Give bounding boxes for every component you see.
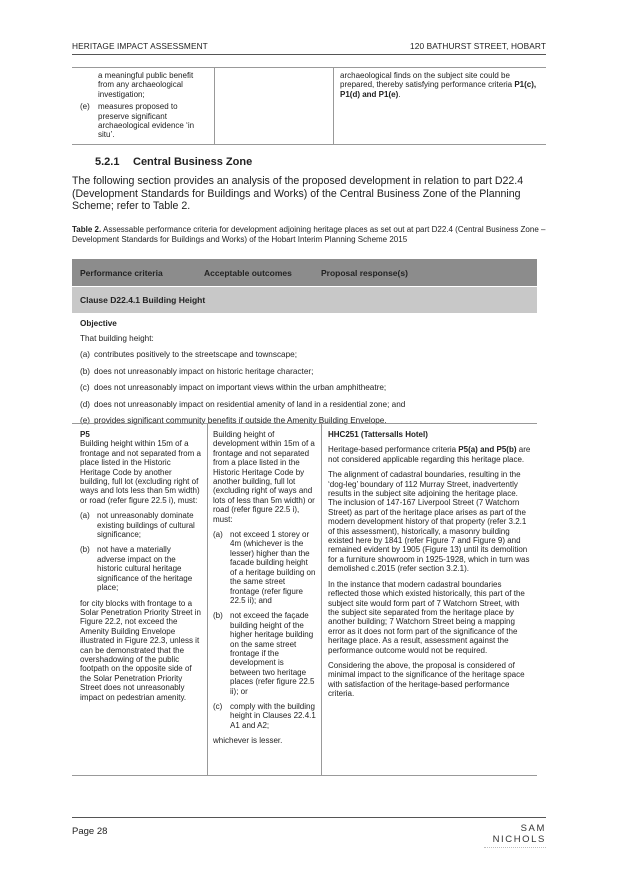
objective-item (72, 367, 537, 377)
response-end: . (398, 89, 401, 99)
item-text: not have a materially adverse impact on the historic cultural heritage significance of the heritage place; (97, 545, 193, 593)
intro-paragraph: The following section provides an analysis of the proposed development in relation to part D22.4 (Development Standards for Buildings and Works) of the Central Business Zone of the Planning Scheme; refer to Table 2. (72, 175, 524, 213)
section-title: Central Business Zone (133, 156, 253, 168)
p5-title: P5 (80, 430, 90, 439)
objective-title: Objective (80, 319, 117, 328)
response-paragraph-2: The alignment of cadastral boundaries, resulting in the ‘dog-leg’ boundary of 112 Murray Street, inadvertently results in the subject site adjoining the heritage place. The inclusion of 147-167 Liverpool Street (7 Watchorn Street) as part of the heritage place arises as part of the modern development history of that property (refer 3.2.1 of this assessment), historically, a masonry building existed here by 1841 (refer Figure 7 and Figure 9) and remained evident by 1905 (Figure 13) until its demolition for a furniture showroom in 1925-1928, which in turn was demolished c.2015 (refer section 3.2.1). (328, 470, 530, 574)
item-key: (d) (80, 399, 91, 409)
section-heading (95, 156, 252, 168)
logo-tagline-mark (484, 847, 546, 851)
item-text: provides significant community benefits if outside the Amenity Building Envelope. (94, 416, 387, 425)
response-paragraph-4: Considering the above, the proposal is considered of minimal impact to the significance of the heritage space with satisfaction of the heritage-based performance criteria. (328, 660, 525, 699)
response-bold: P1(c), P1(d) and P1(e) (340, 80, 537, 99)
header-performance-criteria: Performance criteria (80, 267, 163, 278)
company-logo (470, 823, 546, 851)
objective-item (72, 350, 537, 360)
continued-table-row (72, 67, 546, 145)
performance-criteria-cell (72, 424, 207, 775)
header-rule (72, 54, 546, 55)
continued-response-cell (334, 68, 546, 144)
p5-outro: for city blocks with frontage to a Solar Penetration Priority Street in Figure 22.2, not exceed the Amenity Building Envelope illustrated in Figure 22.3, unless it can be demonstrated that the overshadowing of the public footpath on the opposite side of the Solar Penetration Priority Street does not unreasonably impact on pedestrian amenity. (80, 598, 201, 702)
item-text: contributes positively to the streetscape and townscape; (94, 350, 297, 359)
response-p1-pre: Heritage-based performance criteria (328, 445, 459, 455)
response-p1-bold: P5(a) and P5(b) (458, 445, 517, 455)
item-text: does not unreasonably impact on historic heritage character; (94, 366, 314, 376)
item-key (80, 71, 98, 99)
item-key: (a) (80, 350, 91, 359)
item-text: measures proposed to preserve significant archaeological evidence ‘in situ’. (98, 102, 195, 140)
a5-outro: whichever is lesser. (213, 736, 283, 746)
item-text: does not unreasonably impact on residential amenity of land in a residential zone; and (94, 399, 406, 409)
table-caption (72, 225, 546, 245)
header-acceptable-outcomes: Acceptable outcomes (204, 267, 292, 278)
p5-intro: Building height within 15m of a frontage and not separated from a place listed in the Historic Heritage Code by another building, full lot (excluding right of ways and lots less than 5m width) or road (refer figure 22.5 i), must: (80, 439, 201, 505)
item-key: (e) (80, 416, 91, 425)
objective-item (72, 383, 537, 393)
item-key: (c) (213, 701, 223, 711)
proposal-response-cell (322, 424, 537, 775)
item-key: (c) (80, 383, 90, 392)
clause-row: Clause D22.4.1 Building Height (72, 287, 537, 313)
list-item (80, 102, 210, 140)
item-key: (b) (80, 545, 90, 555)
response-p1-post: are not considered applicable regarding this heritage place. (328, 445, 531, 464)
item-text: does not unreasonably impact on important views within the urban amphitheatre; (94, 383, 387, 392)
item-text: not exceed 1 storey or 4m (whichever is the lesser) higher than the facade building height of a heritage building on the same street frontage (refer figure 22.5 ii); and (230, 530, 316, 605)
a5-item (213, 702, 316, 730)
item-text: not exceed the façade building height of the higher heritage building on the same street frontage if the development is between two heritage places (refer figure 22.5 ii); or (230, 611, 315, 696)
item-key: (b) (213, 611, 223, 621)
a5-item (213, 530, 316, 605)
objective-intro: That building height: (80, 334, 154, 343)
item-text: comply with the building height in Clauses 22.4.1 A1 and A2; (230, 701, 316, 730)
p5-table-row (72, 423, 537, 776)
a5-item (213, 611, 316, 696)
caption-text: Assessable performance criteria for development adjoining heritage places as set out at part D22.4 (Central Business Zone – Development Standards for Buildings and Works) of the Hobart Interim Planning Scheme 2015 (72, 225, 546, 244)
response-text: archaeological finds on the subject site could be prepared, thereby satisfying performance criteria (340, 71, 515, 90)
item-key: (b) (80, 366, 91, 376)
item-text: a meaningful public benefit from any archaeological investigation; (98, 71, 194, 99)
header-proposal-responses: Proposal response(s) (321, 267, 408, 278)
continued-criteria-cell (72, 68, 214, 144)
page-header (72, 41, 546, 51)
footer-rule (72, 817, 546, 818)
a5-intro: Building height of development within 15m of a frontage and not separated from a place listed in the Historic Heritage Code by another building, full lot (excluding right of ways and lots of less than 5m width) or road (refer figure 22.5 i), must: (213, 430, 315, 524)
response-paragraph-3: In the instance that modern cadastral boundaries reflected those which existed historically, this part of the subject site would form part of 7 Watchorn Street, with the subject site separated from the heritage place by another building; 7 Watchorn Street being a mapping error as it does not form part of the significance of the heritage place. As a result, assessment against the performance outcome would not be required. (328, 579, 525, 655)
objective-item (72, 400, 537, 410)
item-text: not unreasonably dominate existing buildings of cultural significance; (97, 511, 195, 540)
table-header-row (72, 259, 537, 286)
header-right: 120 BATHURST STREET, HOBART (410, 41, 546, 51)
acceptable-outcomes-cell (207, 424, 322, 775)
header-left: HERITAGE IMPACT ASSESSMENT (72, 41, 208, 51)
page-number: Page 28 (72, 826, 108, 837)
objective-block (72, 319, 537, 433)
response-paragraph-1 (328, 445, 531, 464)
caption-label: Table 2. (72, 225, 102, 234)
section-number: 5.2.1 (95, 156, 120, 168)
p5-item (80, 545, 201, 592)
continued-outcome-cell (214, 68, 334, 144)
list-item (80, 71, 210, 99)
logo-text: SAM NICHOLS (492, 823, 546, 845)
response-title: HHC251 (Tattersalls Hotel) (328, 430, 428, 439)
p5-item (80, 511, 201, 539)
item-key: (a) (213, 530, 223, 540)
item-key: (a) (80, 511, 90, 521)
item-key: (e) (80, 102, 90, 112)
